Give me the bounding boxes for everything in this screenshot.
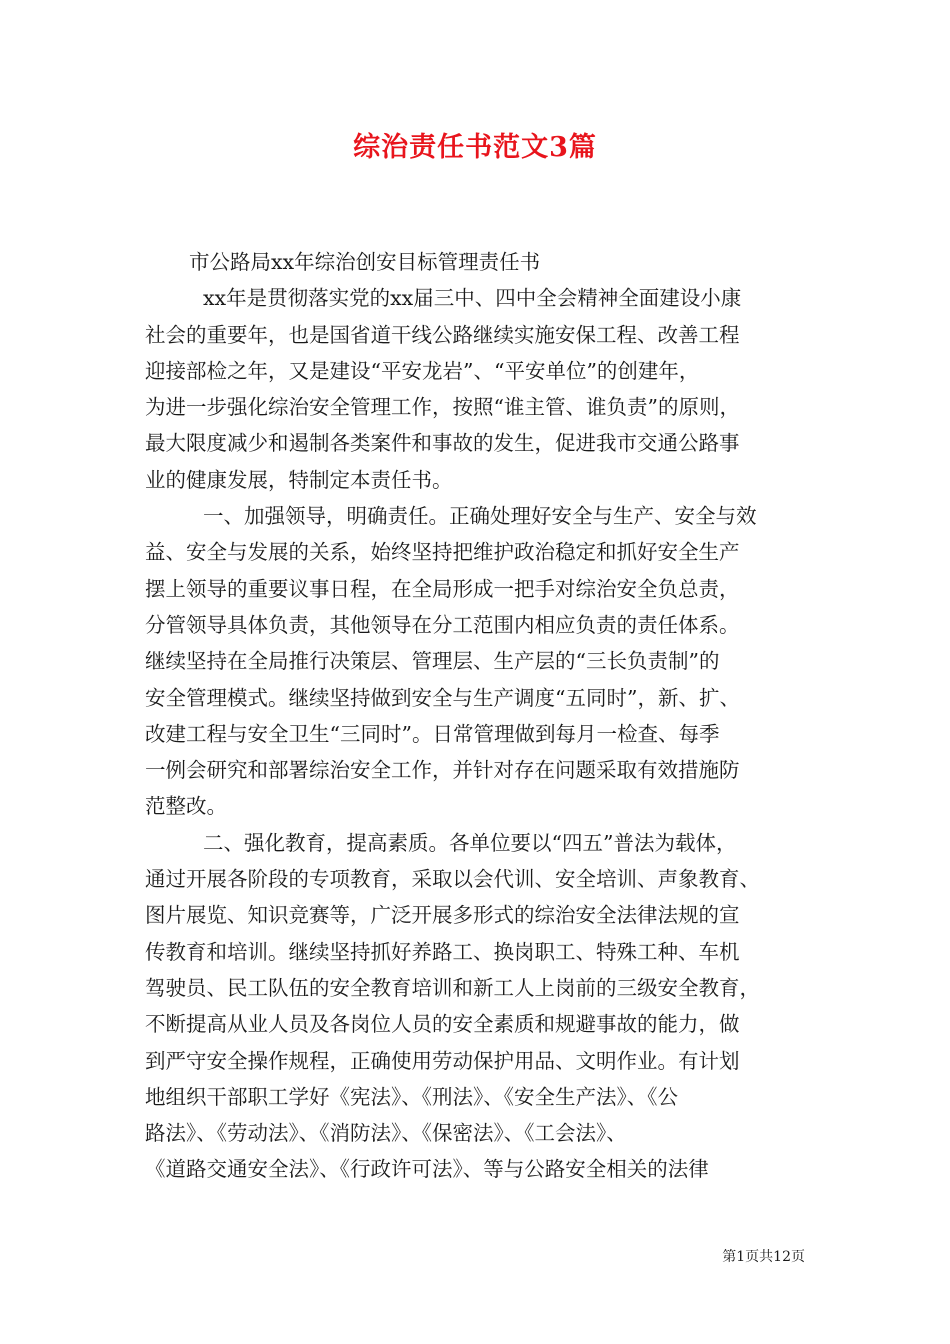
text-line: 为进一步强化综治安全管理工作，按照“谁主管、谁负责”的原则， — [145, 395, 740, 420]
text-line: 路法》、《劳动法》、《消防法》、《保密法》、《工会法》、 — [145, 1121, 627, 1146]
text-line: 到严守安全操作规程，正确使用劳动保护用品、文明作业。有计划 — [145, 1048, 740, 1073]
text-line: 范整改。 — [145, 794, 227, 819]
text-line: 安全管理模式。继续坚持做到安全与生产调度“五同时”，新、扩、 — [145, 685, 740, 710]
text-line: 不断提高从业人员及各岗位人员的安全素质和规避事故的能力，做 — [145, 1012, 740, 1037]
text-line: 《道路交通安全法》、《行政许可法》、等与公路安全相关的法律 — [145, 1157, 709, 1182]
text-line: 最大限度减少和遏制各类案件和事故的发生，促进我市交通公路事 — [145, 431, 740, 456]
text-line: 业的健康发展，特制定本责任书。 — [145, 467, 453, 492]
text-line: 驾驶员、民工队伍的安全教育培训和新工人上岗前的三级安全教育， — [145, 975, 760, 1000]
text-line: xx年是贯彻落实党的xx届三中、四中全会精神全面建设小康 — [203, 286, 742, 311]
text-line: 地组织干部职工学好《宪法》、《刑法》、《安全生产法》、《公 — [145, 1084, 678, 1109]
text-line: 通过开展各阶段的专项教育，采取以会代训、安全培训、声象教育、 — [145, 867, 760, 892]
text-line: 图片展览、知识竞赛等，广泛开展多形式的综治安全法律法规的宣 — [145, 903, 740, 928]
text-line: 迎接部检之年，又是建设“平安龙岩”、“平安单位”的创建年， — [145, 358, 700, 383]
text-line: 传教育和培训。继续坚持抓好养路工、换岗职工、特殊工种、车机 — [145, 939, 740, 964]
text-line: 摆上领导的重要议事日程，在全局形成一把手对综治安全负总责， — [145, 576, 740, 601]
text-line: 益、安全与发展的关系，始终坚持把维护政治稳定和抓好安全生产 — [145, 540, 740, 565]
document-title: 综治责任书范文3篇 — [353, 132, 597, 163]
text-line: 继续坚持在全局推行决策层、管理层、生产层的“三长负责制”的 — [145, 649, 720, 674]
text-line: 一例会研究和部署综治安全工作，并针对存在问题采取有效措施防 — [145, 758, 740, 783]
text-line: 改建工程与安全卫生“三同时”。日常管理做到每月一检查、每季 — [145, 721, 720, 746]
text-line: 市公路局xx年综治创安目标管理责任书 — [189, 250, 541, 274]
text-line: 社会的重要年，也是国省道干线公路继续实施安保工程、改善工程 — [145, 322, 740, 347]
page-number: 第1页共12页 — [722, 1249, 805, 1265]
document-body — [145, 244, 807, 1188]
text-line: 分管领导具体负责，其他领导在分工范围内相应负责的责任体系。 — [145, 612, 740, 637]
text-line: 一、加强领导，明确责任。正确处理好安全与生产、安全与效 — [203, 504, 757, 529]
text-line: 二、强化教育，提高素质。各单位要以“四五”普法为载体， — [203, 830, 737, 855]
